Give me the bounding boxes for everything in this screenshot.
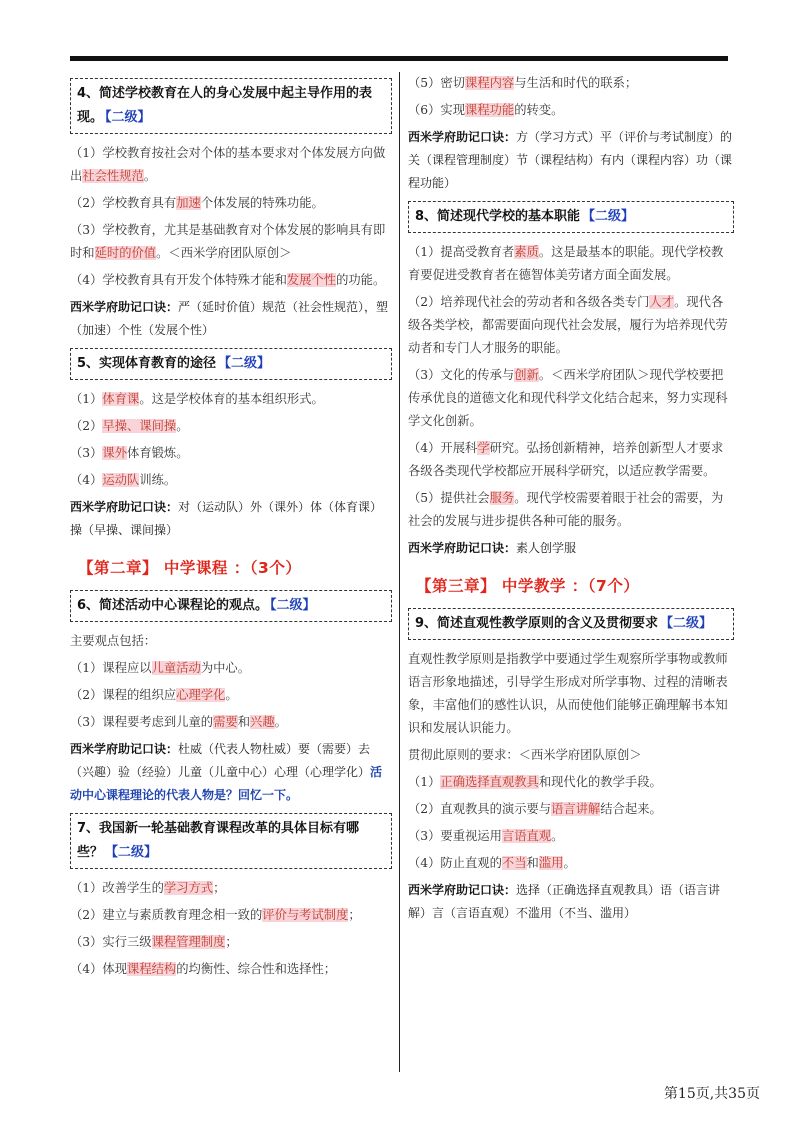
list-item (70, 958, 392, 981)
list-item (70, 904, 392, 927)
question-9-intro: 直观性教学原则是指教学中要通过学生观察所学事物或教师语言形象地描述，引导学生形成对所学事物、过程的清晰表象，丰富他们的感性认识，从而使他们能够正确理解书本知识和发展认识能力。 (408, 652, 728, 735)
mnemonic-label: 西米学府助记口诀： (70, 300, 179, 314)
question-9-requirements: 贯彻此原则的要求：＜西米学府团队原创＞ (408, 748, 642, 762)
mnemonic (70, 738, 392, 807)
item-text: （1）学校教育按社会对个体的基本要求对个体发展方向做出 (70, 146, 386, 183)
item-text: 与生活和时代的联系； (514, 76, 638, 90)
question-title: 5、实现体育教育的途径 (77, 356, 217, 371)
list-item (70, 269, 392, 292)
question-title: 6、简述活动中心课程论的观点。 (77, 598, 269, 613)
item-text: 的均衡性、综合性和选择性； (176, 962, 337, 976)
list-item (408, 798, 734, 821)
item-text: 的转变。 (514, 103, 564, 117)
item-text: （3）要重视运用 (408, 829, 502, 843)
item-text: 。 (563, 856, 576, 870)
mnemonic-label: 西米学府助记口诀： (408, 883, 517, 897)
question-9-heading (408, 608, 734, 640)
highlighted-keyword: 心理学化 (176, 688, 226, 702)
highlighted-keyword: 语言讲解 (551, 802, 601, 816)
mnemonic (408, 879, 734, 925)
highlighted-keyword: 滥用 (538, 856, 564, 870)
item-text: （3）课程要考虑到儿童的 (70, 715, 214, 729)
item-text: （4）学校教育具有开发个体特殊才能和 (70, 273, 287, 287)
item-text: （2）课程的组织应 (70, 688, 177, 702)
item-text: 的功能。 (336, 273, 386, 287)
list-item (70, 442, 392, 465)
mnemonic-label: 西米学府助记口诀： (408, 541, 517, 555)
highlighted-keyword: 兴趣 (250, 715, 275, 729)
item-text: ； (213, 881, 226, 895)
mnemonic-label: 西米学府助记口诀： (70, 742, 179, 756)
item-text: （2）培养现代社会的劳动者和各级各类专门 (408, 295, 650, 309)
highlighted-keyword: 学 (477, 441, 490, 455)
item-text: ； (348, 908, 361, 922)
highlighted-keyword: 社会性规范 (82, 169, 144, 183)
mnemonic-text: 选择（正确选择直观教具）语（语言讲解）言（言语直观）不滥用（不当、滥用） (408, 883, 721, 920)
item-text: （4）开展科 (408, 441, 478, 455)
item-text: （2）建立与素质教育理念相一致的 (70, 908, 263, 922)
mnemonic-label: 西米学府助记口诀： (408, 130, 517, 144)
item-text: 研究。弘扬创新精神，培养创新型人才要求各级各类现代学校都应开展科学研究，以适应教学需要。 (408, 441, 724, 478)
item-text: 。现代学校需要着眼于社会的需要，为社会的发展与进步提供各种可能的服务。 (408, 491, 724, 528)
highlighted-keyword: 正确选择直观教具 (440, 775, 539, 789)
item-text: 体育锻炼。 (127, 446, 189, 460)
question-9-items (408, 771, 734, 875)
item-text: （1）提高受教育者 (408, 245, 515, 259)
item-text: 为中心。 (200, 661, 251, 675)
highlighted-keyword: 加速 (176, 196, 201, 210)
highlighted-keyword: 课程功能 (465, 103, 515, 117)
list-item (408, 291, 734, 360)
item-text: 。 (274, 715, 287, 729)
list-item (70, 388, 392, 411)
list-item (408, 72, 734, 95)
right-column (408, 72, 734, 931)
highlighted-keyword: 需要 (213, 715, 238, 729)
highlighted-keyword: 早操、课间操 (102, 419, 177, 433)
question-8-items (408, 241, 734, 533)
item-text: 。＜西米学府团队＞现代学校要把传承优良的道德文化和现代科学文化结合起来，努力实现科学文化创新。 (408, 368, 728, 428)
page-number: 第15页,共35页 (663, 1086, 760, 1102)
item-text: （3）学校教育，尤其是基础教育对个体发展的影响具有即时和 (70, 223, 386, 260)
item-text: 训练。 (139, 473, 177, 487)
mnemonic-label: 西米学府助记口诀： (70, 500, 179, 514)
question-5-items (70, 388, 392, 492)
question-7-heading (70, 813, 392, 869)
highlighted-keyword: 不当 (501, 856, 527, 870)
highlighted-keyword: 言语直观 (501, 829, 552, 843)
item-text: （3） (70, 446, 103, 460)
item-text: （3）文化的传承与 (408, 368, 515, 382)
list-item (408, 241, 734, 287)
question-7-items (70, 877, 392, 981)
list-item (70, 877, 392, 900)
question-title: 7、我国新一轮基础教育课程改革的具体目标有哪些？ (77, 821, 360, 860)
column-divider (399, 72, 400, 1072)
mnemonic (70, 496, 392, 542)
left-column (70, 72, 392, 985)
item-text: （1）课程应以 (70, 661, 152, 675)
mnemonic (408, 126, 734, 195)
list-item (408, 364, 734, 433)
list-item (70, 711, 392, 734)
question-6-items (70, 657, 392, 734)
question-8-heading (408, 201, 734, 233)
item-text: 。＜西米学府团队原创＞ (156, 246, 292, 260)
item-text: 。 (143, 169, 157, 183)
list-item (408, 825, 734, 848)
question-title: 9、简述直观性教学原则的含义及贯彻要求 (415, 616, 659, 631)
mnemonic (70, 296, 392, 342)
list-item (70, 931, 392, 954)
highlighted-keyword: 人才 (649, 295, 675, 309)
item-text: 和 (237, 715, 251, 729)
item-text: 。 (225, 688, 238, 702)
list-item (70, 192, 392, 215)
item-text: 。 (551, 829, 564, 843)
mnemonic-text: 对（运动队）外（课外）体（体育课）操（早操、课间操） (70, 500, 383, 537)
item-text: 个体发展的特殊功能。 (200, 196, 324, 210)
list-item (70, 219, 392, 265)
item-text: （2）学校教育具有 (70, 196, 177, 210)
list-item (70, 415, 392, 438)
item-text: （4）防止直观的 (408, 856, 502, 870)
question-6-heading (70, 590, 392, 622)
level-badge: 【二级】 (270, 598, 316, 613)
question-7-items-continued (408, 72, 734, 122)
item-text: （6）实现 (408, 103, 466, 117)
list-item (408, 487, 734, 533)
item-text: （5）提供社会 (408, 491, 490, 505)
item-text: 。这是最基本的职能。现代学校教育要促进受教育者在德智体美劳诸方面全面发展。 (408, 245, 724, 282)
item-text: 。 (176, 419, 189, 433)
item-text: 和现代化的教学手段。 (538, 775, 662, 789)
level-badge: 【二级】 (660, 616, 713, 631)
item-text: （3）实行三级 (70, 935, 152, 949)
review-note: 活动中心课程理论的代表人物是？回忆一下。 (70, 765, 383, 802)
chapter-2-heading: 【第二章】 中学课程 ：（3个） (78, 559, 302, 577)
list-item (408, 437, 734, 483)
question-title: 4、简述学校教育在人的身心发展中起主导作用的表现。 (77, 86, 373, 125)
highlighted-keyword: 课程内容 (465, 76, 515, 90)
list-item (408, 852, 734, 875)
highlighted-keyword: 延时的价值 (94, 246, 157, 260)
item-text: 结合起来。 (600, 802, 662, 816)
item-text: （1） (70, 392, 103, 406)
highlighted-keyword: 课程结构 (127, 962, 177, 976)
top-rule (70, 56, 728, 61)
list-item (408, 99, 734, 122)
question-5-heading (70, 348, 392, 380)
highlighted-keyword: 学习方式 (163, 881, 214, 895)
chapter-3-heading: 【第三章】 中学教学 ：（7个） (416, 577, 640, 595)
item-text: 和 (526, 856, 539, 870)
level-badge: 【二级】 (105, 110, 151, 125)
item-text: （2）直观教具的演示要与 (408, 802, 552, 816)
item-text: （4） (70, 473, 103, 487)
mnemonic-text: 方（学习方式）平（评价与考试制度）的关（课程管理制度）节（课程结构）有内（课程内容）功（课程功能） (408, 130, 733, 190)
highlighted-keyword: 发展个性 (286, 273, 337, 287)
list-item (70, 684, 392, 707)
highlighted-keyword: 创新 (514, 368, 539, 382)
item-text: （1）改善学生的 (70, 881, 164, 895)
list-item (70, 469, 392, 492)
item-text: （2） (70, 419, 103, 433)
mnemonic (408, 537, 734, 560)
item-text: （1） (408, 775, 441, 789)
question-4-heading (70, 78, 392, 134)
level-badge: 【二级】 (582, 209, 635, 224)
highlighted-keyword: 课程管理制度 (151, 935, 226, 949)
question-title: 8、简述现代学校的基本职能 (415, 209, 581, 224)
highlighted-keyword: 素质 (514, 245, 539, 259)
item-text: ； (225, 935, 238, 949)
item-text: 。现代各级各类学校，都需要面向现代社会发展，履行为培养现代劳动者和专门人才服务的职能。 (408, 295, 728, 355)
level-badge: 【二级】 (105, 845, 158, 860)
highlighted-keyword: 课外 (102, 446, 128, 460)
level-badge: 【二级】 (218, 356, 271, 371)
mnemonic-text: 严（延时价值）规范（社会性规范），塑（加速）个性（发展个性） (70, 300, 389, 337)
list-item (408, 771, 734, 794)
highlighted-keyword: 评价与考试制度 (262, 908, 349, 922)
mnemonic-text: 素人创学服 (516, 541, 577, 555)
question-4-items (70, 142, 392, 292)
highlighted-keyword: 服务 (489, 491, 515, 505)
question-6-intro: 主要观点包括： (70, 634, 157, 648)
list-item (70, 142, 392, 188)
highlighted-keyword: 体育课 (102, 392, 140, 406)
item-text: 。这是学校体育的基本组织形式。 (139, 392, 324, 406)
item-text: （5）密切 (408, 76, 466, 90)
highlighted-keyword: 运动队 (102, 473, 140, 487)
mnemonic-text: 杜威（代表人物杜威）要（需要）去（兴趣）验（经验）儿童（儿童中心）心理（心理学化） (70, 742, 371, 779)
list-item (70, 657, 392, 680)
highlighted-keyword: 儿童活动 (151, 661, 201, 675)
item-text: （4）体现 (70, 962, 128, 976)
